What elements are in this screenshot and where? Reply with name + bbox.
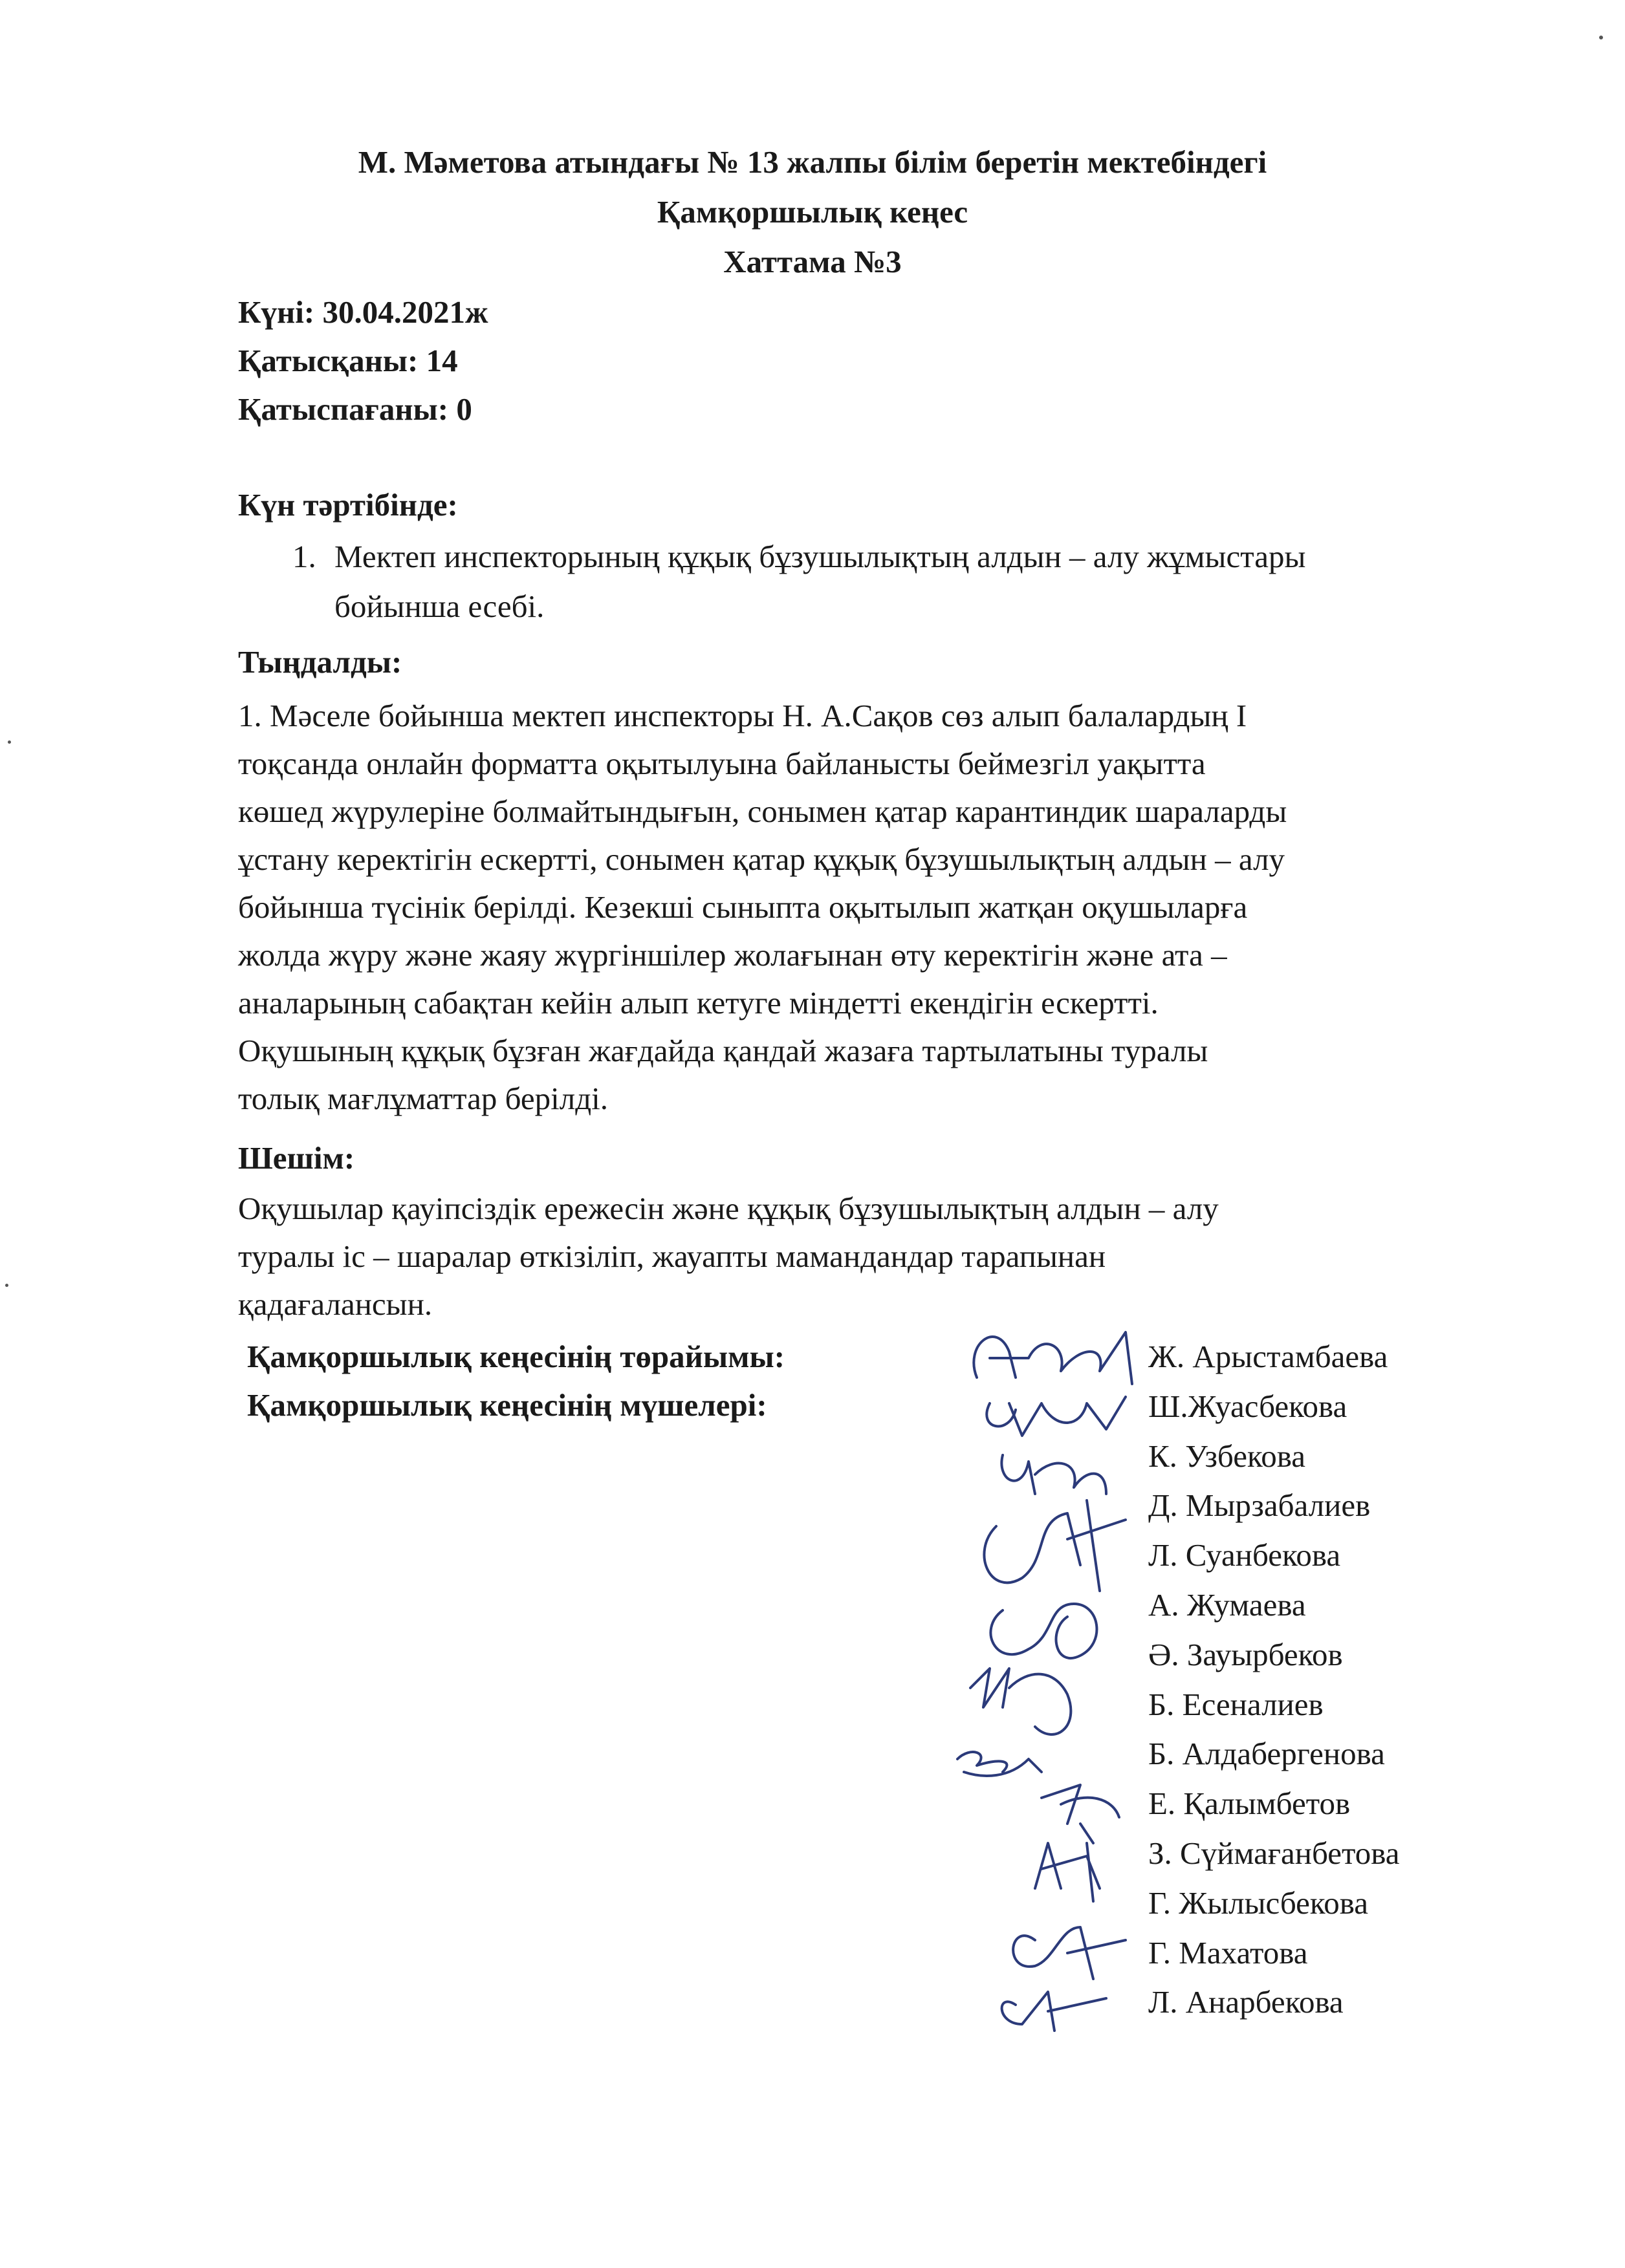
protocol-number: Хаттама №3 [723, 244, 902, 279]
member-name: Е. Қалымбетов [1148, 1786, 1351, 1822]
council-title: Қамқоршылық кеңес [657, 194, 968, 230]
attendance-absent: Қатыспағаны: 0 [238, 391, 472, 427]
handwritten-signatures [938, 1306, 1151, 2044]
member-name: З. Сүймағанбетова [1148, 1835, 1400, 1871]
member-name: Б. Алдабергенова [1148, 1736, 1385, 1772]
heard-paragraph [238, 692, 1287, 1123]
scan-speck [5, 1284, 8, 1287]
member-name: Л. Анарбекова [1148, 1984, 1344, 2020]
agenda-item-line: бойынша есебі. [334, 589, 545, 624]
school-title: М. Мәметова атындағы № 13 жалпы білім беретін мектебіндегі [358, 144, 1267, 180]
paragraph-line: толық мағлұматтар берілді. [238, 1081, 608, 1116]
agenda-heading: Күн тәртібінде: [238, 487, 458, 523]
meeting-date: Күні: 30.04.2021ж [238, 294, 488, 330]
member-name: Д. Мырзабалиев [1148, 1487, 1371, 1524]
chair-label: Қамқоршылық кеңесінің төрайымы: [247, 1339, 785, 1374]
scan-speck [8, 740, 11, 744]
member-name: Б. Есеналиев [1148, 1686, 1324, 1722]
meeting-meta [238, 288, 488, 433]
member-name: Ш.Жуасбекова [1148, 1388, 1347, 1424]
member-name: Л. Суанбекова [1148, 1537, 1341, 1573]
member-name: К. Узбекова [1148, 1438, 1306, 1474]
agenda-item-line: Мектеп инспекторының құқық бұзушылықтың алдын – алу жұмыстары [334, 539, 1306, 574]
member-name: Г. Махатова [1148, 1934, 1308, 1971]
chair-name: Ж. Арыстамбаева [1148, 1339, 1388, 1374]
document-header [0, 137, 1625, 286]
member-name: А. Жумаева [1148, 1586, 1306, 1623]
agenda-item [292, 532, 1521, 631]
members-label: Қамқоршылық кеңесінің мүшелері: [247, 1387, 767, 1423]
paragraph-line: 1. Мәселе бойынша мектеп инспекторы Н. А.Сақов сөз алып балалардың І [238, 698, 1247, 733]
paragraph-line: ұстану керектігін ескертті, сонымен қатар құқық бұзушылықтың алдын – алу [238, 841, 1285, 877]
signatory-names [1148, 1332, 1399, 2027]
paragraph-line: туралы іс – шаралар өткізіліп, жауапты мамандандар тарапынан [238, 1238, 1106, 1274]
attendance-present: Қатысқаны: 14 [238, 343, 458, 378]
paragraph-line: қадағалансын. [238, 1286, 433, 1322]
heard-heading: Тыңдалды: [238, 644, 402, 680]
paragraph-line: жолда жүру және жаяу жүргіншілер жолағынан өту керектігін және ата – [238, 937, 1227, 973]
paragraph-line: Оқушының құқық бұзған жағдайда қандай жазаға тартылатыны туралы [238, 1033, 1208, 1068]
agenda-item-number: 1. [292, 539, 316, 574]
paragraph-line: аналарының сабақтан кейін алып кетуге міндетті екендігін ескертті. [238, 985, 1159, 1021]
decision-heading: Шешім: [238, 1140, 355, 1176]
paragraph-line: тоқсанда онлайн форматта оқытылуына байланысты беймезгіл уақытта [238, 746, 1206, 781]
paragraph-line: көшед жүрулеріне болмайтындығын, сонымен қатар карантиндик шараларды [238, 794, 1287, 829]
paragraph-line: Оқушылар қауіпсіздік ережесін және құқық бұзушылықтың алдын – алу [238, 1191, 1219, 1226]
paragraph-line: бойынша түсінік берілді. Кезекші сыныпта оқытылып жатқан оқушыларға [238, 889, 1248, 925]
signature-roles [247, 1332, 785, 1429]
member-name: Ә. Зауырбеков [1148, 1636, 1343, 1672]
member-name: Г. Жылысбекова [1148, 1885, 1368, 1921]
scan-speck [1599, 36, 1603, 39]
